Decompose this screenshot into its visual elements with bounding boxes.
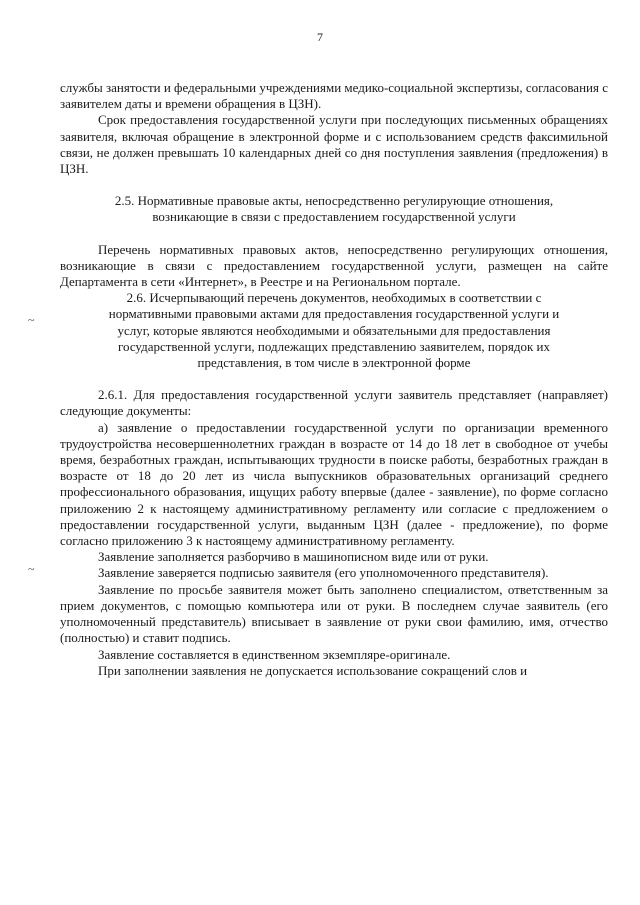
section-heading-2-6: 2.6. Исчерпывающий перечень документов, необходимых в соответствии с нормативными правовыми актами для предоставления государственной услуги и услуг, которые являются необходимыми и обязательными для предоставления государственной услуги, подлежащих представлению заявителем, порядок их представления, в том числе в электронной форме bbox=[108, 290, 560, 371]
paragraph-abbreviations: При заполнении заявления не допускается использование сокращений слов и bbox=[98, 662, 528, 678]
paragraph-legal-acts: Перечень нормативных правовых актов, непосредственно регулирующих отношения, возникающие в связи с предоставлением государственной услуги, размещен на сайте Департамента в сети «Интернет», в Реестре и на Региональном портале. bbox=[60, 241, 608, 290]
margin-mark: ~ bbox=[28, 562, 35, 576]
paragraph-signature: Заявление заверяется подписью заявителя (его уполномоченного представителя). bbox=[98, 565, 549, 581]
page-number: 7 bbox=[317, 30, 323, 44]
paragraph-specialist: Заявление по просьбе заявителя может быть заполнено специалистом, ответственным за прием документов, с помощью компьютера или от руки. В последнем случае заявитель (его уполномоченный представитель) вписывает в заявление от руки свои фамилию, имя, отчество (полностью) и ставит подпись. bbox=[60, 581, 608, 646]
margin-mark: ~ bbox=[28, 313, 35, 327]
document-body bbox=[60, 80, 608, 679]
paragraph-original: Заявление составляется в единственном экземпляре-оригинале. bbox=[98, 646, 451, 662]
paragraph-continuation: службы занятости и федеральными учреждениями медико-социальной экспертизы, согласования с заявителем даты и времени обращения в ЦЗН). bbox=[60, 80, 608, 112]
paragraph-2-6-1: 2.6.1. Для предоставления государственной услуги заявитель представляет (направляет) следующие документы: bbox=[60, 387, 608, 419]
paragraph-filling: Заявление заполняется разборчиво в машинописном виде или от руки. bbox=[98, 549, 489, 565]
section-heading-2-5: 2.5. Нормативные правовые акты, непосредственно регулирующие отношения, возникающие в связи с предоставлением государственной услуги bbox=[114, 193, 554, 225]
paragraph-item-a: а) заявление о предоставлении государственной услуги по организации временного трудоустройства несовершеннолетних граждан в возрасте от 14 до 18 лет в свободное от учебы время, безработных граждан, испытывающих трудности в поиске работы, безработных граждан в возрасте от 18 до 20 лет из числа выпускников образовательных организаций среднего профессионального образования, ищущих работу впервые (далее - заявление), по форме согласно приложению 2 к настоящему административному регламенту или согласие с предложением о предоставлении государственной услуги, выданным ЦЗН (далее - предложение), по форме согласно приложению 3 к настоящему административному регламенту. bbox=[60, 419, 608, 549]
paragraph-term: Срок предоставления государственной услуги при последующих письменных обращениях заявителя, включая обращение в электронной форме и с использованием средств факсимильной связи, не должен превышать 10 календарных дней со дня поступления заявления (предложения) в ЦЗН. bbox=[60, 112, 608, 177]
